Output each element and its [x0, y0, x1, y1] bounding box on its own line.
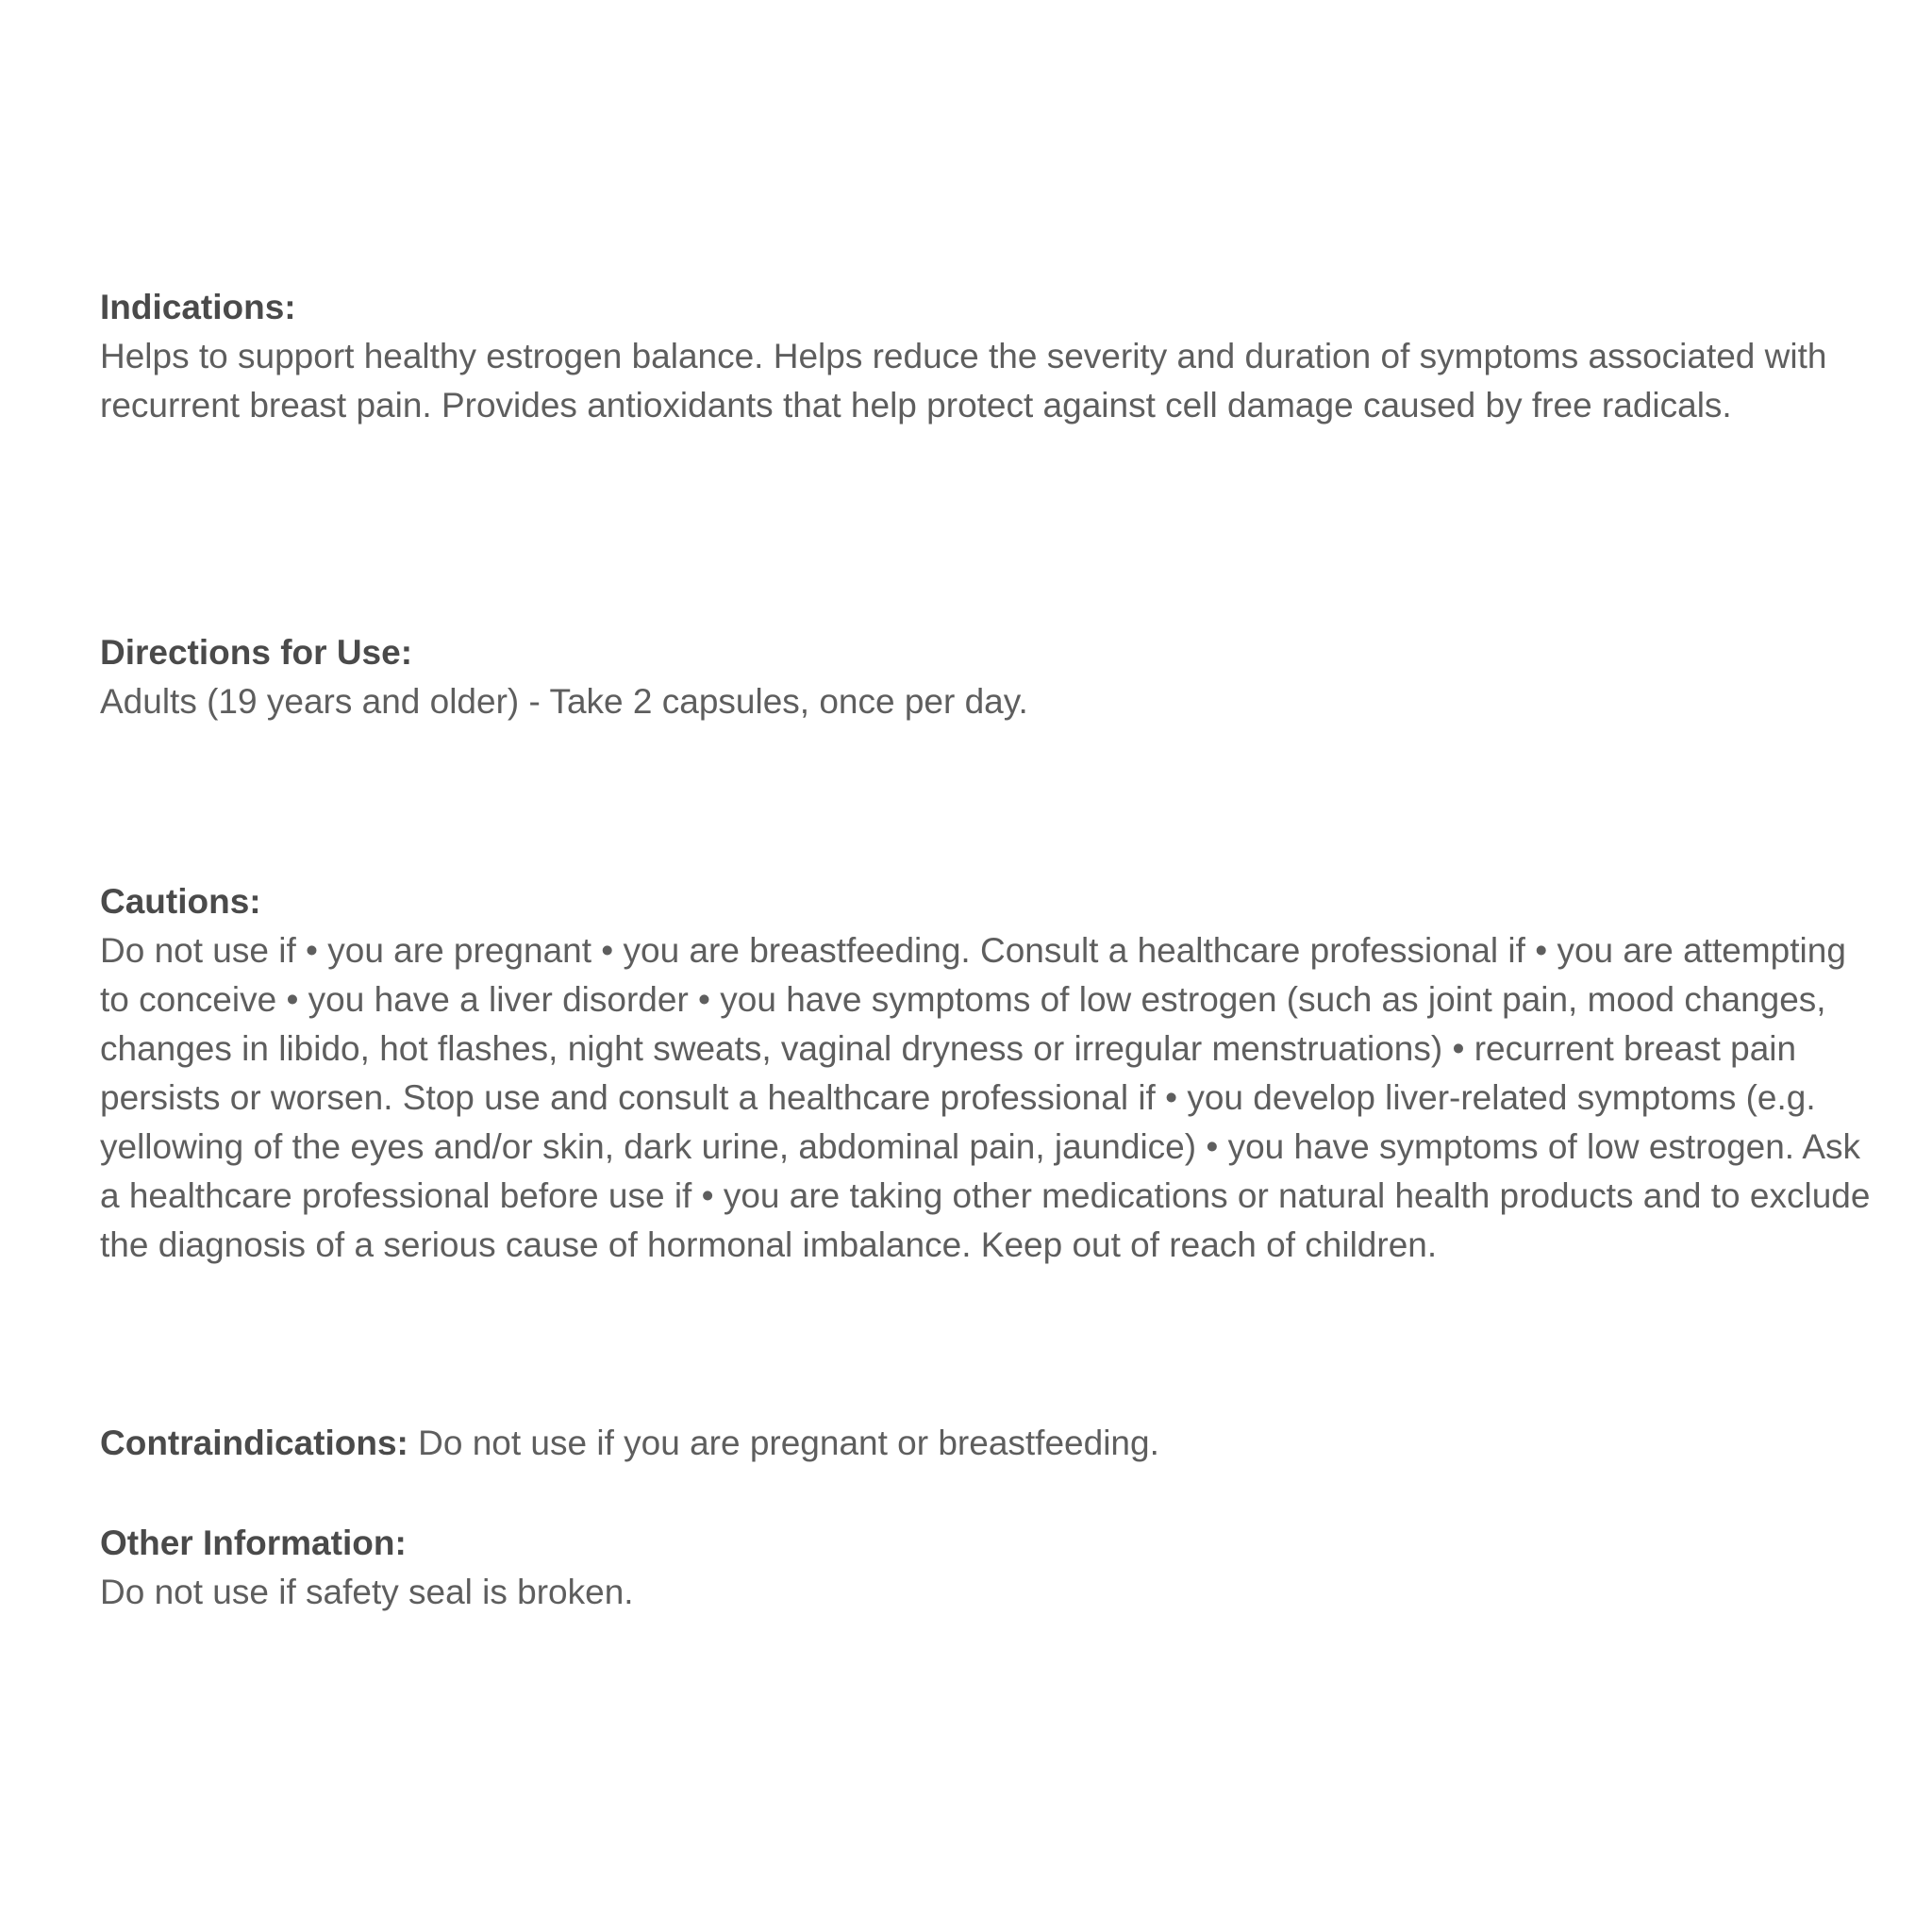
indications-section — [100, 283, 1874, 430]
directions-section — [100, 628, 1874, 726]
cautions-text: Do not use if • you are pregnant • you are breastfeeding. Consult a healthcare professional if • you are attempting to conceive • you have a liver disorder • you have symptoms of low estrogen (such as joint pain, mood changes, changes in libido, hot flashes, night sweats, vaginal dryness or irregular menstruations) • recurrent breast pain persists or worsen. Stop use and consult a healthcare professional if • you develop liver-related symptoms (e.g. yellowing of the eyes and/or skin, dark urine, abdominal pain, jaundice) • you have symptoms of low estrogen. Ask a healthcare professional before use if • you are taking other medications or natural health products and to exclude the diagnosis of a serious cause of hormonal imbalance. Keep out of reach of children. — [100, 931, 1871, 1264]
contraindications-text: Do not use if you are pregnant or breastfeeding. — [418, 1424, 1159, 1462]
directions-text: Adults (19 years and older) - Take 2 capsules, once per day. — [100, 682, 1028, 721]
contraindications-heading: Contraindications: — [100, 1424, 408, 1462]
cautions-section — [100, 877, 1874, 1270]
contraindications-section — [100, 1419, 1874, 1468]
directions-heading: Directions for Use: — [100, 633, 413, 672]
other-information-heading: Other Information: — [100, 1524, 407, 1562]
cautions-heading: Cautions: — [100, 882, 261, 921]
indications-text: Helps to support healthy estrogen balance. Helps reduce the severity and duration of symptoms associated with recurrent breast pain. Provides antioxidants that help protect against cell damage caused by free radicals. — [100, 337, 1827, 425]
indications-heading: Indications: — [100, 288, 296, 326]
other-information-text: Do not use if safety seal is broken. — [100, 1573, 634, 1611]
other-information-section — [100, 1519, 1874, 1617]
